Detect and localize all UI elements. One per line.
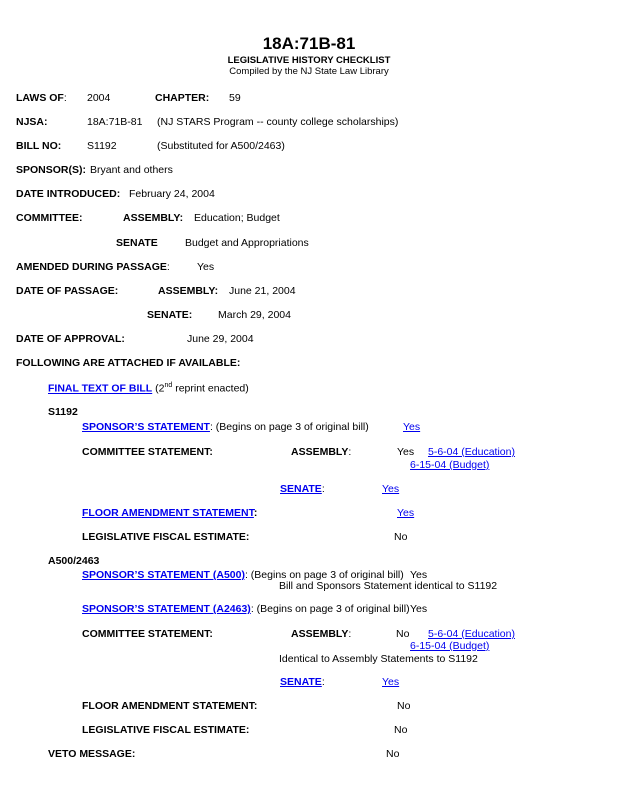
s1192-sponsor-line [82,421,369,433]
a2463-sponsor-value: Yes [410,603,428,615]
a500-senate-line [280,676,325,688]
sponsors-label: SPONSOR(S): [16,164,87,176]
a500-floor-value: No [397,700,411,712]
veto-label: VETO MESSAGE: [48,748,136,760]
s1192-assembly-label: ASSEMBLY [291,446,349,458]
s1192-floor-colon: : [253,507,258,519]
s1192-fiscal-value: No [394,531,408,543]
final-text-link[interactable]: FINAL TEXT OF BILL [48,382,153,395]
amended-label-group [16,261,170,273]
passage-senate-value: March 29, 2004 [218,309,291,321]
s1192-senate-colon: : [321,483,325,495]
chapter-value: 59 [229,92,241,104]
final-text-pre: (2 [152,382,165,395]
s1192-assembly-label-group [291,446,351,458]
approval-label: DATE OF APPROVAL: [16,333,125,345]
a500-assembly-label-group [291,628,351,640]
bill-no-value: S1192 [87,140,117,152]
a2463-sponsor-note: : (Begins on page 3 of original bill) [250,603,410,615]
committee-label: COMMITTEE: [16,212,83,224]
s1192-sponsor-note: : (Begins on page 3 of original bill) [209,421,369,433]
a500-senate-colon: : [321,676,325,688]
final-text-post: reprint enacted) [172,382,249,395]
a500-sponsor-value: Yes [410,569,428,581]
passage-assembly-label: ASSEMBLY: [158,285,219,297]
s1192-assembly-colon: : [348,446,352,458]
a500-heading: A500/2463 [48,555,100,567]
laws-of-value: 2004 [87,92,111,104]
a2463-sponsor-line [82,603,410,615]
s1192-heading: S1192 [48,406,78,418]
s1192-floor-line [82,507,257,519]
amended-colon: : [166,261,170,273]
passage-assembly-value: June 21, 2004 [229,285,296,297]
s1192-sponsor-yes-link[interactable]: Yes [403,421,421,433]
a500-assembly-label: ASSEMBLY [291,628,349,640]
a500-assembly-budget-link[interactable]: 6-15-04 (Budget) [410,640,490,652]
a500-identical-note: Bill and Sponsors Statement identical to S1192 [279,580,498,592]
committee-senate-label: SENATE [116,237,158,249]
amended-value: Yes [197,261,215,273]
a2463-sponsor-statement-link[interactable]: SPONSOR’S STATEMENT (A2463) [82,603,251,615]
final-text-line [48,382,249,395]
s1192-floor-amendment-link[interactable]: FLOOR AMENDMENT STATEMENT [82,507,254,519]
laws-of-colon: : [63,92,67,104]
s1192-assembly-education-link[interactable]: 5-6-04 (Education) [428,446,515,458]
committee-senate-value: Budget and Appropriations [185,237,309,249]
a500-assembly-value: No [396,628,410,640]
a500-assembly-education-link[interactable]: 5-6-04 (Education) [428,628,515,640]
s1192-senate-yes-link[interactable]: Yes [382,483,400,495]
final-text-sup: nd [164,382,173,389]
committee-assembly-value: Education; Budget [194,212,280,224]
s1192-assembly-budget-link[interactable]: 6-15-04 (Budget) [410,459,490,471]
date-introduced-label: DATE INTRODUCED: [16,188,121,200]
attached-heading: FOLLOWING ARE ATTACHED IF AVAILABLE: [16,357,241,369]
a500-sponsor-statement-link[interactable]: SPONSOR’S STATEMENT (A500) [82,569,245,581]
passage-senate-label: SENATE: [147,309,193,321]
approval-value: June 29, 2004 [187,333,254,345]
s1192-assembly-value: Yes [397,446,415,458]
a500-committee-label: COMMITTEE STATEMENT: [82,628,213,640]
laws-of-label-group [16,92,67,104]
a500-fiscal-value: No [394,724,408,736]
bill-substituted-note: (Substituted for A500/2463) [157,140,285,152]
a500-floor-label: FLOOR AMENDMENT STATEMENT: [82,700,258,712]
laws-of-label: LAWS OF [16,92,64,104]
a500-fiscal-label: LEGISLATIVE FISCAL ESTIMATE: [82,724,250,736]
njsa-label: NJSA: [16,116,48,128]
s1192-senate-link[interactable]: SENATE [280,483,322,495]
s1192-committee-label: COMMITTEE STATEMENT: [82,446,213,458]
veto-value: No [386,748,400,760]
page-subtitle: LEGISLATIVE HISTORY CHECKLIST [227,55,391,66]
s1192-floor-yes-link[interactable]: Yes [397,507,415,519]
a500-senate-link[interactable]: SENATE [280,676,322,688]
s1192-fiscal-label: LEGISLATIVE FISCAL ESTIMATE: [82,531,250,543]
compiled-by: Compiled by the NJ State Law Library [229,66,389,77]
njsa-description: (NJ STARS Program -- county college scholarships) [157,116,399,128]
passage-label: DATE OF PASSAGE: [16,285,119,297]
a500-sponsor-note: : (Begins on page 3 of original bill) [244,569,404,581]
amended-label: AMENDED DURING PASSAGE [16,261,167,273]
a500-senate-yes-link[interactable]: Yes [382,676,400,688]
a500-identical-assembly-note: Identical to Assembly Statements to S1192 [279,653,478,665]
sponsors-value: Bryant and others [90,164,173,176]
s1192-senate-line [280,483,325,495]
page-title: 18A:71B-81 [262,34,356,53]
chapter-label: CHAPTER: [155,92,210,104]
s1192-sponsor-statement-link[interactable]: SPONSOR’S STATEMENT [82,421,210,433]
date-introduced-value: February 24, 2004 [129,188,215,200]
committee-assembly-label: ASSEMBLY: [123,212,184,224]
bill-no-label: BILL NO: [16,140,62,152]
njsa-value: 18A:71B-81 [87,116,143,128]
a500-assembly-colon: : [348,628,352,640]
